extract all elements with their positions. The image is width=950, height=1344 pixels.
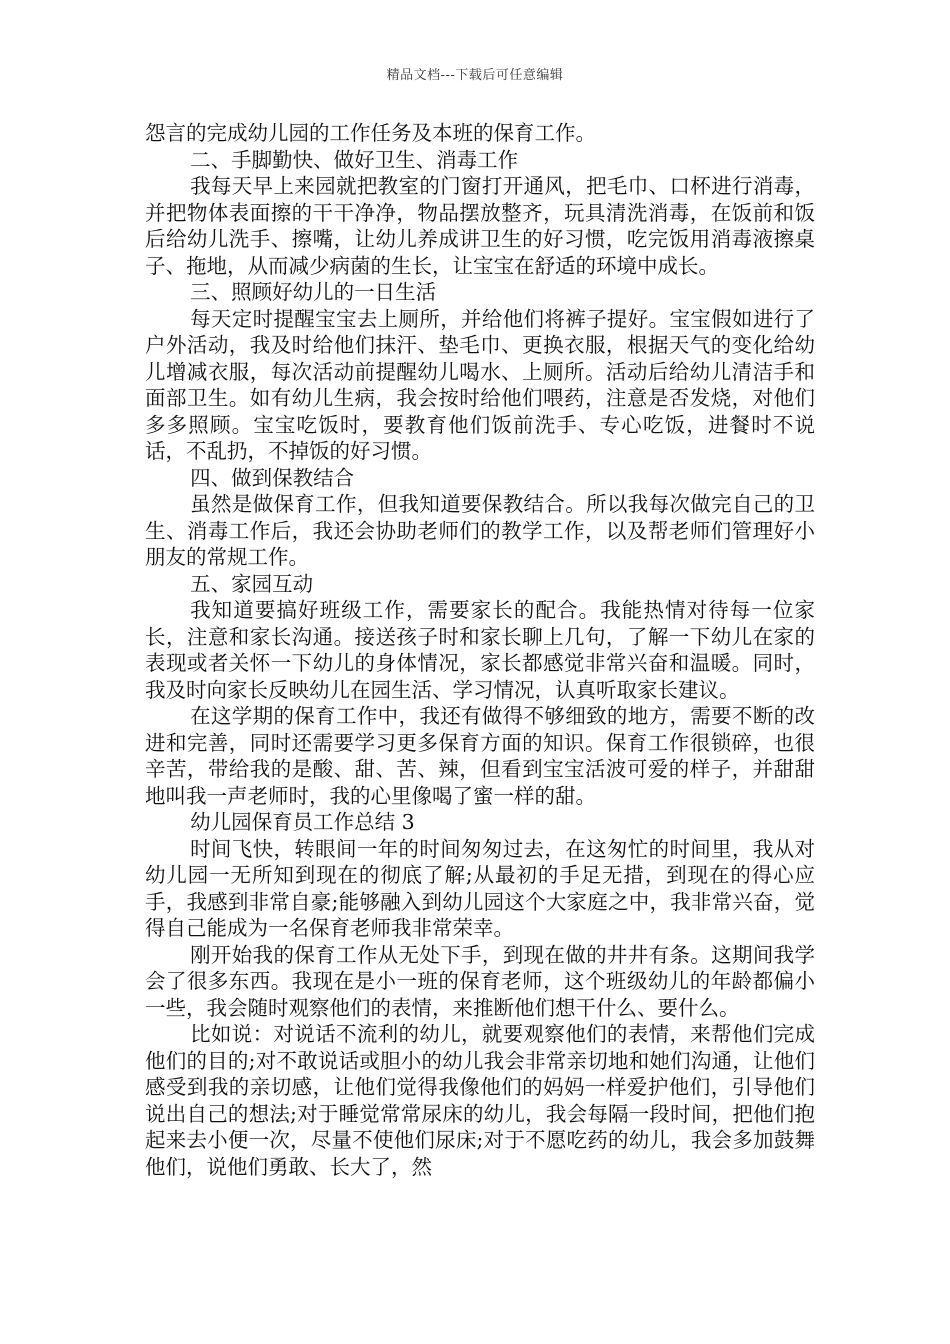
paragraph: 我每天早上来园就把教室的门窗打开通风，把毛巾、口杯进行消毒，并把物体表面擦的干干净净，物品摆放整齐，玩具清洗消毒，在饭前和饭后给幼儿洗手、擦嘴，让幼儿养成讲卫生的好习惯，吃完饭用消毒液擦桌子、拖地，从而减少病菌的生长，让宝宝在舒适的环境中成长。: [145, 174, 815, 278]
section-heading: 四、做到保教结合: [190, 465, 355, 490]
document-body: [145, 120, 815, 1180]
paragraph: 怨言的完成幼儿园的工作任务及本班的保育工作。: [145, 121, 596, 145]
paragraph: 比如说：对说话不流利的幼儿，就要观察他们的表情，来帮他们完成他们的目的;对不敢说话或胆小的幼儿我会非常亲切地和她们沟通，让他们感受到我的亲切感，让他们觉得我像他们的妈妈一样爱护他们，引导他们说出自己的想法;对于睡觉常常尿床的幼儿，我会每隔一段时间，把他们抱起来去小便一次，尽量不使他们尿床;对于不愿吃药的幼儿，我会多加鼓舞他们，说他们勇敢、长大了，然: [145, 1022, 815, 1179]
section-heading: 三、照顾好幼儿的一日生活: [190, 280, 437, 304]
paragraph: 刚开始我的保育工作从无处下手，到现在做的井井有条。这期间我学会了很多东西。我现在是小一班的保育老师，这个班级幼儿的年龄都偏小一些，我会随时观察他们的表情，来推断他们想干什么、要什么。: [145, 942, 815, 1020]
page-header: 精品文档---下载后可任意编辑: [386, 68, 564, 83]
section-heading: 二、手脚勤快、做好卫生、消毒工作: [190, 147, 519, 172]
document-title: 幼儿园保育员工作总结 3: [190, 810, 415, 834]
paragraph: 在这学期的保育工作中，我还有做得不够细致的地方，需要不断的改进和完善，同时还需要学习更多保育方面的知识。保育工作很锁碎，也很辛苦，带给我的是酸、甜、苦、辣，但看到宝宝活波可爱的样子，并甜甜地叫我一声老师时，我的心里像喝了蜜一样的甜。: [145, 704, 815, 808]
paragraph: 每天定时提醒宝宝去上厕所，并给他们将裤子提好。宝宝假如进行了户外活动，我及时给他们抹汗、垫毛巾、更换衣服，根据天气的变化给幼儿增减衣服，每次活动前提醒幼儿喝水、上厕所。活动后给幼儿清洁手和面部卫生。如有幼儿生病，我会按时给他们喂药，注意是否发烧，对他们多多照顾。宝宝吃饭时，要教育他们饭前洗手、专心吃饭，进餐时不说话，不乱扔，不掉饭的好习惯。: [145, 306, 815, 463]
paragraph: 我知道要搞好班级工作，需要家长的配合。我能热情对待每一位家长，注意和家长沟通。接送孩子时和家长聊上几句，了解一下幼儿在家的表现或者关怀一下幼儿的身体情况，家长都感觉非常兴奋和温暖。同时，我及时向家长反映幼儿在园生活、学习情况，认真听取家长建议。: [145, 598, 815, 702]
paragraph: 虽然是做保育工作，但我知道要保教结合。所以我每次做完自己的卫生、消毒工作后，我还会协助老师们的教学工作，以及帮老师们管理好小朋友的常规工作。: [145, 492, 815, 569]
section-heading: 五、家园互动: [190, 571, 314, 596]
paragraph: 时间飞快，转眼间一年的时间匆匆过去，在这匆忙的时间里，我从对幼儿园一无所知到现在的彻底了解;从最初的手足无措，到现在的得心应手，我感到非常自豪;能够融入到幼儿园这个大家庭之中，我非常兴奋，觉得自己能成为一名保育老师我非常荣幸。: [145, 836, 815, 940]
